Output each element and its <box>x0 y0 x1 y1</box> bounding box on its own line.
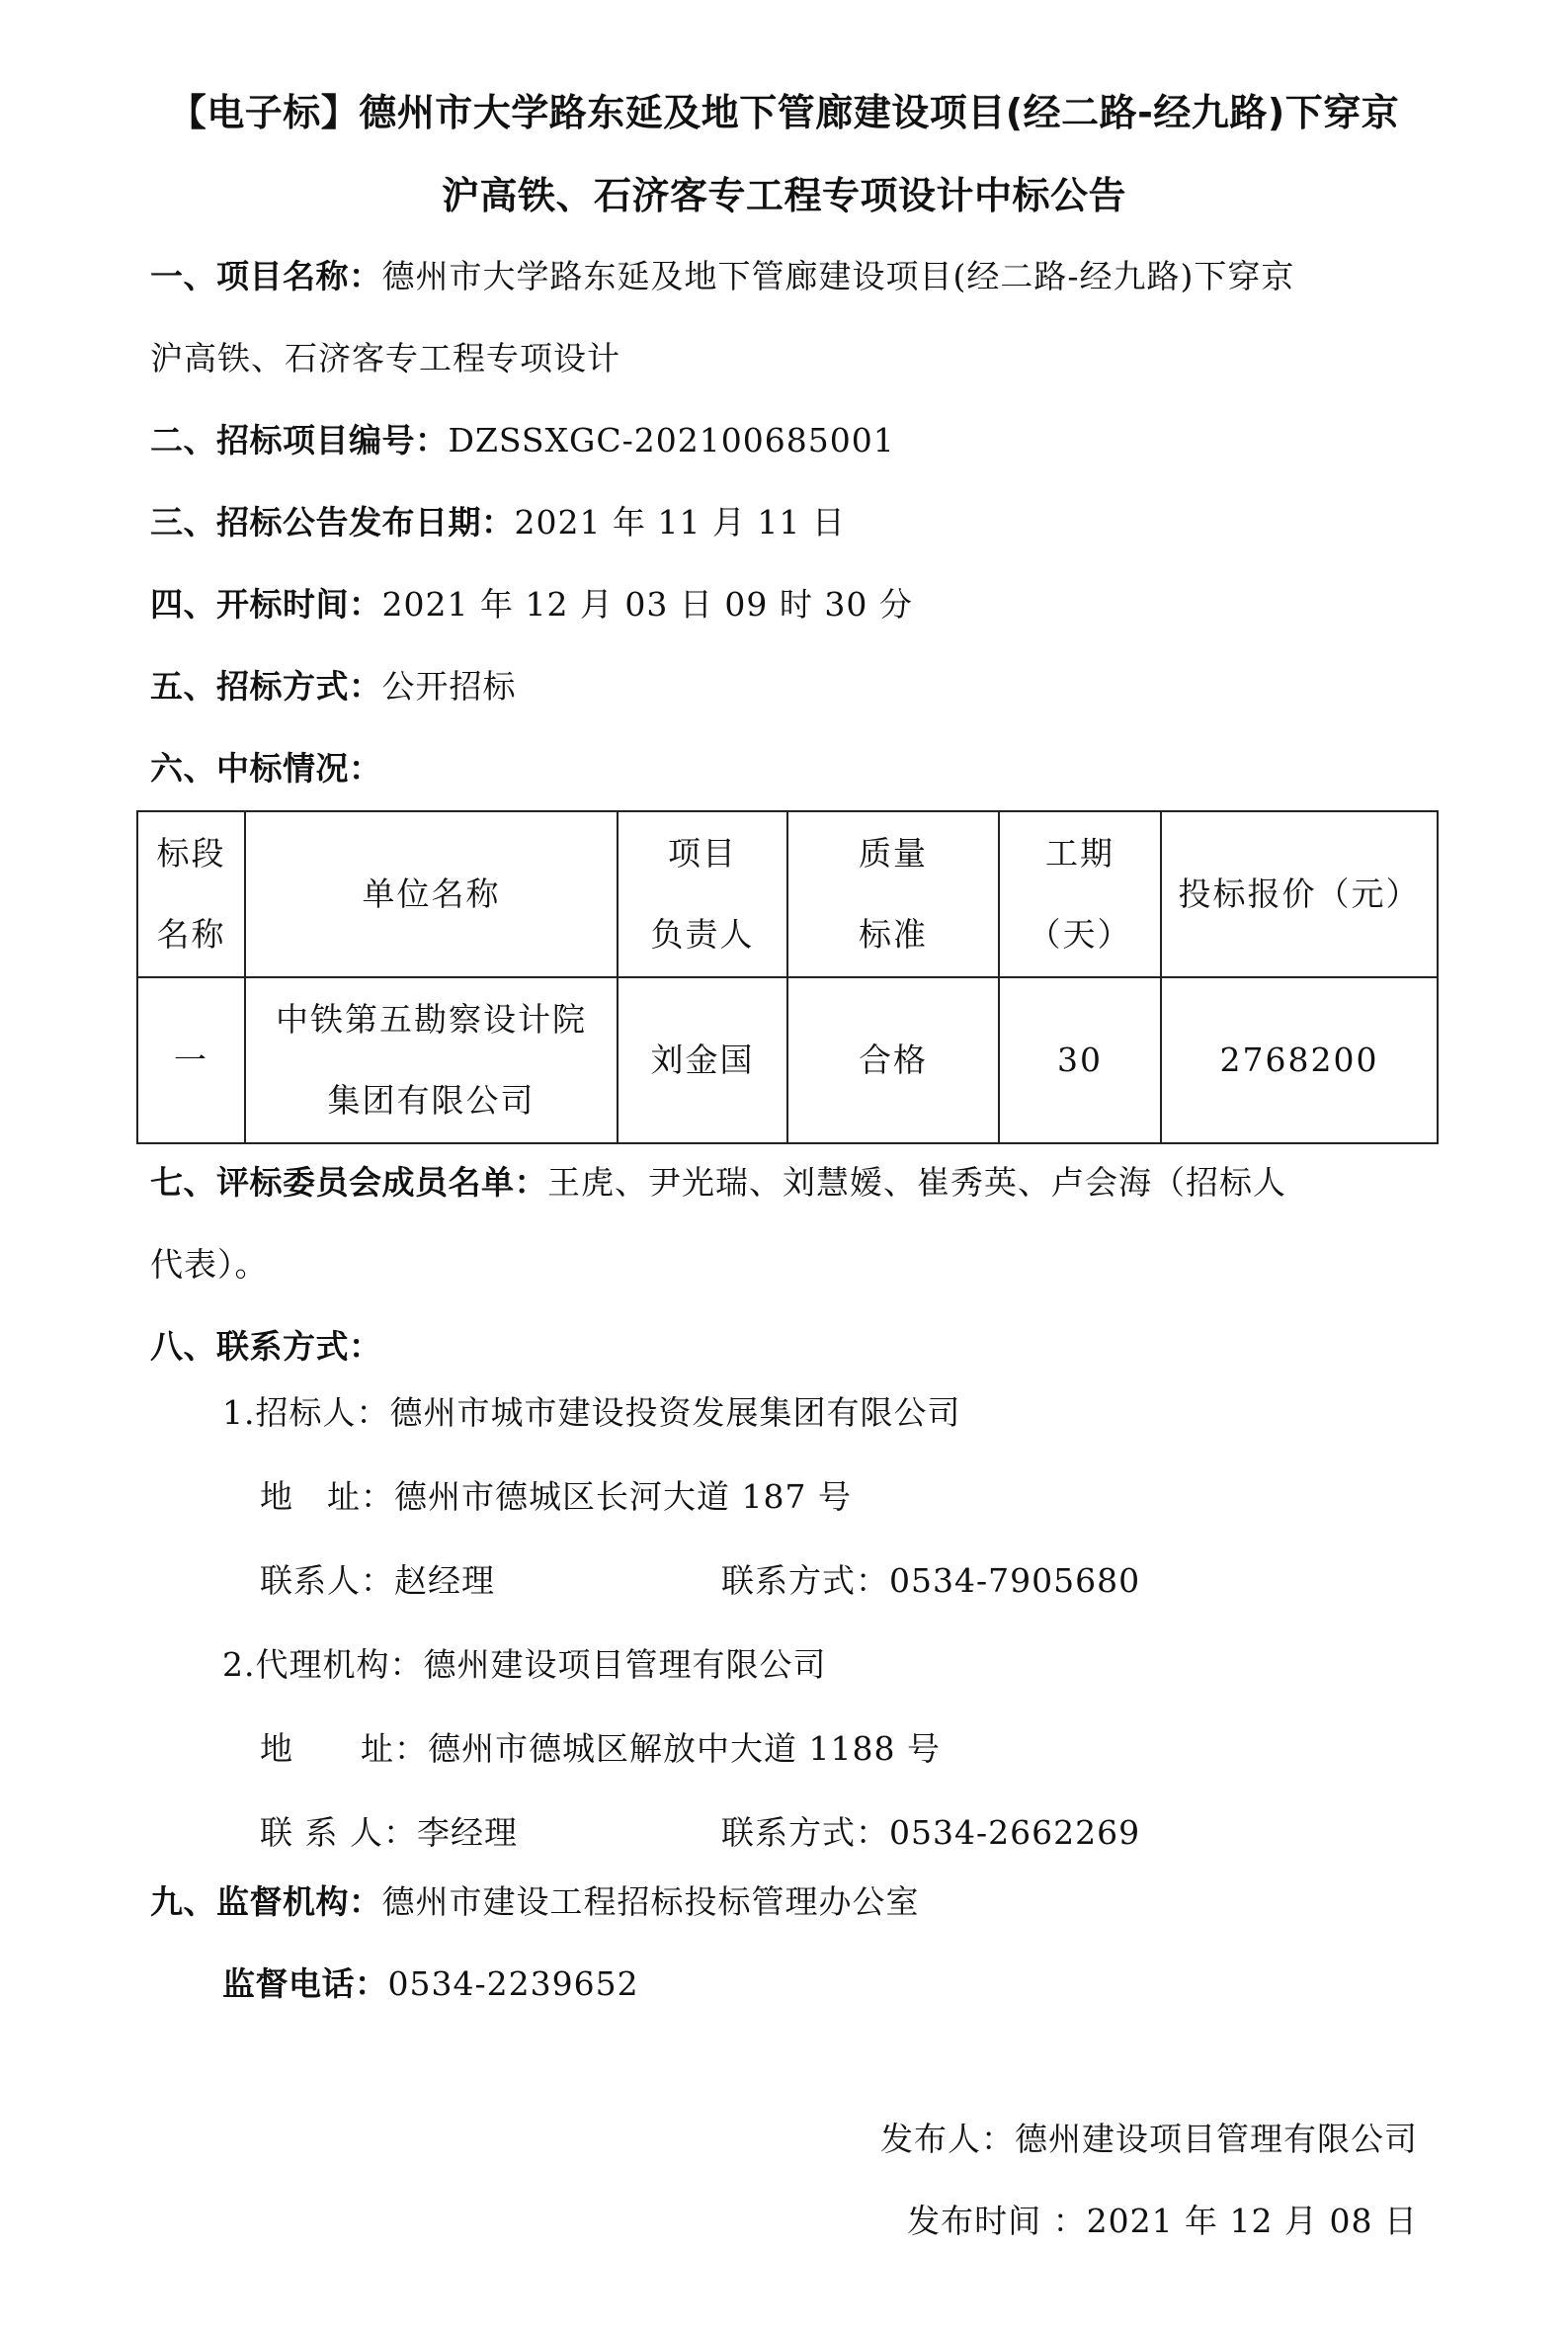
project-name-row-2 <box>150 334 620 383</box>
project-name-value-2: 沪高铁、石济客专工程专项设计 <box>150 339 620 377</box>
cell-price: 2768200 <box>1161 977 1438 1143</box>
tenderer-name: 德州市城市建设投资发展集团有限公司 <box>389 1393 961 1432</box>
publish-time-row <box>907 2197 1418 2246</box>
project-name-row <box>150 252 1294 301</box>
contact-row <box>150 1322 382 1372</box>
project-name-value-1: 德州市大学路东延及地下管廊建设项目(经二路-经九路)下穿京 <box>381 257 1295 295</box>
supervision-value: 德州市建设工程招标投标管理办公室 <box>381 1882 920 1921</box>
committee-value-2: 代表）。 <box>150 1245 269 1284</box>
tenderer-address-row <box>260 1472 852 1522</box>
open-time-row <box>150 580 913 629</box>
committee-row-2 <box>150 1240 269 1290</box>
cell-unit: 中铁第五勘察设计院 集团有限公司 <box>245 977 618 1143</box>
cell-period: 30 <box>999 977 1161 1143</box>
header-manager: 项目 负责人 <box>618 811 787 977</box>
agency-address: 德州市德城区解放中大道 1188 号 <box>428 1729 941 1768</box>
header-section: 标段 名称 <box>137 811 245 977</box>
publish-time-label: 发布时间 ： <box>907 2202 1087 2240</box>
method-row <box>150 662 517 711</box>
agency-address-row <box>260 1724 941 1774</box>
cell-section: 一 <box>137 977 245 1143</box>
committee-label: 七、评标委员会成员名单： <box>150 1163 547 1202</box>
agency-person: 李经理 <box>416 1813 518 1852</box>
result-label: 六、中标情况： <box>150 749 382 788</box>
cell-quality: 合格 <box>787 977 999 1143</box>
agency-label: 2.代理机构： <box>222 1645 424 1684</box>
project-no-label: 二、招标项目编号： <box>150 421 449 459</box>
method-value: 公开招标 <box>381 667 517 706</box>
result-row <box>150 744 382 793</box>
table-row <box>137 977 1438 1143</box>
agency-phone-row <box>721 1808 1140 1858</box>
table-header-row <box>137 811 1438 977</box>
publisher-row <box>880 2115 1418 2164</box>
header-unit: 单位名称 <box>245 811 618 977</box>
publisher-value: 德州建设项目管理有限公司 <box>1015 2120 1418 2158</box>
tenderer-phone-label: 联系方式： <box>721 1561 889 1600</box>
agency-person-row <box>260 1808 518 1858</box>
agency-address-label: 地 址： <box>260 1729 428 1768</box>
committee-row <box>150 1158 1286 1208</box>
tenderer-person-row <box>260 1556 495 1606</box>
supervision-phone-label: 监督电话： <box>222 1964 388 2003</box>
project-no-value: DZSSXGC-202100685001 <box>448 421 895 459</box>
supervision-row <box>150 1877 920 1927</box>
tenderer-label: 1.招标人： <box>222 1393 390 1432</box>
project-no-row <box>150 416 895 465</box>
agency-person-label: 联 系 人： <box>260 1813 417 1852</box>
supervision-label: 九、监督机构： <box>150 1882 382 1921</box>
agency-name: 德州建设项目管理有限公司 <box>423 1645 827 1684</box>
announce-date-row <box>150 498 846 547</box>
tenderer-address-label: 地 址： <box>260 1477 394 1516</box>
tenderer-person: 赵经理 <box>394 1561 495 1600</box>
publisher-label: 发布人： <box>880 2120 1015 2158</box>
open-time-label: 四、开标时间： <box>150 585 382 624</box>
supervision-phone: 0534-2239652 <box>387 1964 639 2003</box>
header-quality: 质量 标准 <box>787 811 999 977</box>
tenderer-row <box>222 1388 961 1438</box>
header-period: 工期 （天） <box>999 811 1161 977</box>
contact-label: 八、联系方式： <box>150 1327 382 1366</box>
publish-time: 2021 年 12 月 08 日 <box>1086 2202 1418 2240</box>
notice-title-line-2: 沪高铁、石济客专工程专项设计中标公告 <box>441 174 1126 217</box>
agency-row <box>222 1640 827 1690</box>
tenderer-phone: 0534-7905680 <box>889 1561 1141 1600</box>
notice-title-line-1: 【电子标】德州市大学路东延及地下管廊建设项目(经二路-经九路)下穿京 <box>168 91 1400 134</box>
tenderer-address: 德州市德城区长河大道 187 号 <box>394 1477 852 1516</box>
tenderer-phone-row <box>721 1556 1140 1606</box>
header-price: 投标报价（元） <box>1161 811 1438 977</box>
agency-phone-label: 联系方式： <box>721 1813 889 1852</box>
announce-date-label: 三、招标公告发布日期： <box>150 503 515 542</box>
agency-phone: 0534-2662269 <box>889 1813 1141 1852</box>
announce-date-value: 2021 年 11 月 11 日 <box>514 503 846 542</box>
cell-manager: 刘金国 <box>618 977 787 1143</box>
project-name-label: 一、项目名称： <box>150 257 382 295</box>
committee-value-1: 王虎、尹光瑞、刘慧嫒、崔秀英、卢会海（招标人 <box>547 1163 1286 1202</box>
open-time-value: 2021 年 12 月 03 日 09 时 30 分 <box>381 585 913 624</box>
bid-result-table <box>136 810 1439 1144</box>
method-label: 五、招标方式： <box>150 667 382 706</box>
supervision-phone-row <box>222 1959 639 2009</box>
tenderer-person-label: 联系人： <box>260 1561 394 1600</box>
